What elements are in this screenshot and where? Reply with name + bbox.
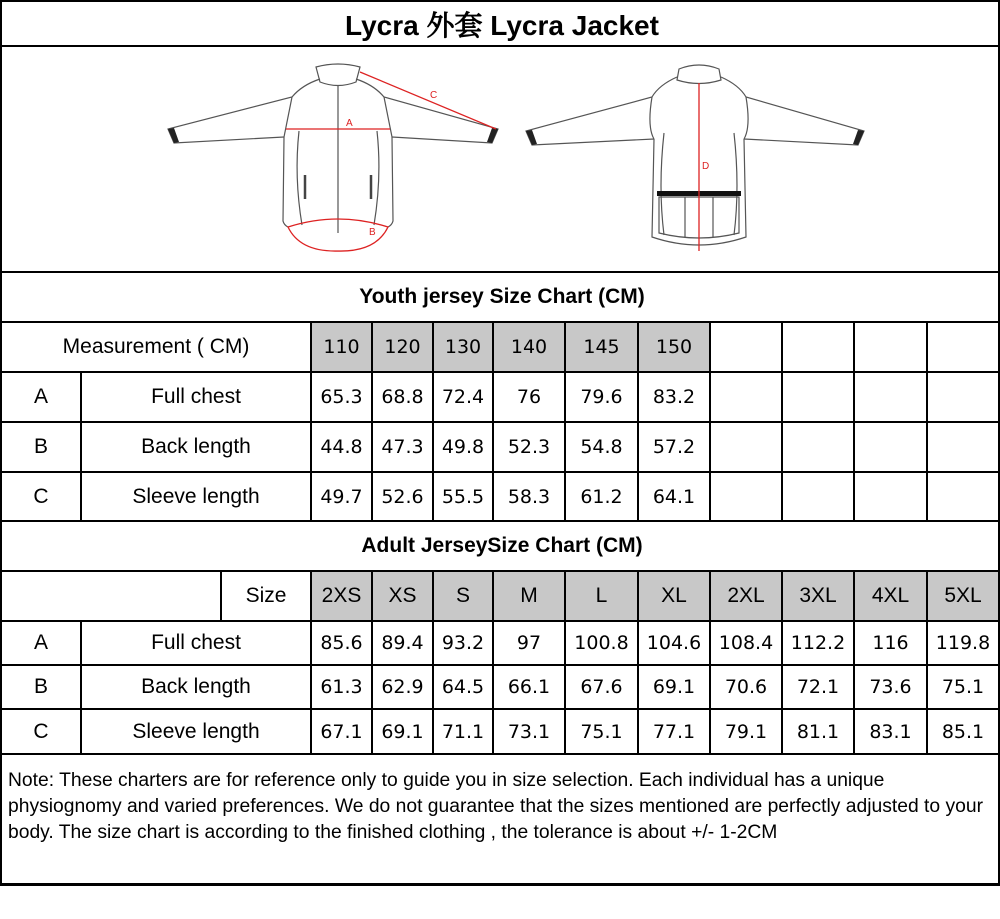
row-name: Sleeve length <box>82 710 312 753</box>
value-cell: 75.1 <box>566 710 639 753</box>
value-cell: 77.1 <box>639 710 711 753</box>
value-cell: 47.3 <box>373 423 434 471</box>
value-cell: 52.3 <box>494 423 566 471</box>
row-code: B <box>2 423 82 471</box>
value-cell: 83.1 <box>855 710 928 753</box>
label-d: D <box>702 161 710 172</box>
back-left-cuff <box>526 130 537 145</box>
adult-size: S <box>434 572 494 620</box>
row-name: Back length <box>82 666 312 708</box>
adult-size: L <box>566 572 639 620</box>
value-cell: 67.1 <box>312 710 373 753</box>
youth-header-row <box>2 323 1000 373</box>
table-row <box>2 473 1000 522</box>
row-code: A <box>2 622 82 664</box>
empty-cell <box>711 423 783 471</box>
empty-cell <box>783 473 855 520</box>
value-cell: 79.6 <box>566 373 639 421</box>
adult-size: 4XL <box>855 572 928 620</box>
value-cell: 52.6 <box>373 473 434 520</box>
empty-cell <box>928 423 998 471</box>
value-cell: 97 <box>494 622 566 664</box>
value-cell: 85.6 <box>312 622 373 664</box>
disclaimer-note: Note: These charters are for reference only to guide you in size selection. Each individual has a unique physiognomy and varied preferences. We do not guarantee that the sizes mentioned are perfectly adjusted to your body. The size chart is according to the finished clothing , the tolerance is about +/- 1-2CM <box>8 770 984 843</box>
front-right-cuff <box>487 128 498 143</box>
label-c: C <box>430 90 438 101</box>
value-cell: 79.1 <box>711 710 783 753</box>
value-cell: 61.3 <box>312 666 373 708</box>
empty-cell <box>783 423 855 471</box>
value-cell: 75.1 <box>941 676 985 698</box>
value-cell: 72.1 <box>783 666 855 708</box>
jacket-diagram <box>2 47 1000 273</box>
value-cell: 49.7 <box>312 473 373 520</box>
value-cell: 67.6 <box>566 666 639 708</box>
table-row <box>2 622 1000 666</box>
adult-size: XS <box>373 572 434 620</box>
adult-size: 2XL <box>711 572 783 620</box>
row-name: Full chest <box>82 622 312 664</box>
empty-cell <box>783 373 855 421</box>
adult-size: 5XL <box>928 572 998 620</box>
measurement-label: Measurement ( CM) <box>2 323 312 371</box>
youth-chart-title: Youth jersey Size Chart (CM) <box>2 273 1000 323</box>
value-cell: 61.2 <box>566 473 639 520</box>
value-cell: 64.1 <box>639 473 711 520</box>
value-cell: 104.6 <box>639 622 711 664</box>
empty-cell <box>855 473 928 520</box>
front-jacket-drawing <box>168 64 498 233</box>
empty-cell <box>928 323 998 371</box>
sleeve-measure-c <box>360 72 496 129</box>
empty-cell <box>855 423 928 471</box>
label-b: B <box>369 227 376 238</box>
value-cell: 73.6 <box>855 666 928 708</box>
empty-cell <box>855 323 928 371</box>
value-cell: 44.8 <box>312 423 373 471</box>
value-cell: 62.9 <box>373 666 434 708</box>
value-cell: 68.8 <box>373 373 434 421</box>
empty-cell <box>783 323 855 371</box>
back-right-cuff <box>853 130 864 145</box>
value-cell: 71.1 <box>434 710 494 753</box>
table-row <box>2 666 1000 710</box>
row-name: Full chest <box>82 373 312 421</box>
empty-cell <box>711 323 783 371</box>
value-cell: 57.2 <box>639 423 711 471</box>
back-jacket-drawing <box>526 65 864 245</box>
value-cell: 85.1 <box>941 720 985 743</box>
table-row <box>2 423 1000 473</box>
youth-size: 110 <box>312 323 373 371</box>
value-cell: 64.5 <box>434 666 494 708</box>
row-code: A <box>2 373 82 421</box>
youth-size: 145 <box>566 323 639 371</box>
youth-size: 130 <box>434 323 494 371</box>
adult-size: 3XL <box>783 572 855 620</box>
value-cell: 81.1 <box>783 710 855 753</box>
value-cell: 55.5 <box>434 473 494 520</box>
value-cell: 119.8 <box>935 632 991 654</box>
value-cell: 116 <box>855 622 928 664</box>
label-a: A <box>346 118 353 129</box>
youth-size: 150 <box>639 323 711 371</box>
jacket-illustration <box>2 47 998 271</box>
value-cell: 76 <box>494 373 566 421</box>
adult-size: M <box>494 572 566 620</box>
adult-header-row <box>2 572 1000 622</box>
adult-size: 2XS <box>312 572 373 620</box>
empty-cell <box>928 373 998 421</box>
size-label: Size <box>222 572 312 620</box>
row-name: Back length <box>82 423 312 471</box>
page-title: Lycra 外套 Lycra Jacket <box>2 2 1000 47</box>
value-cell: 72.4 <box>434 373 494 421</box>
table-row <box>2 710 1000 755</box>
value-cell: 66.1 <box>494 666 566 708</box>
value-cell: 69.1 <box>639 666 711 708</box>
value-cell: 73.1 <box>494 710 566 753</box>
value-cell: 89.4 <box>373 622 434 664</box>
empty-cell <box>711 473 783 520</box>
value-cell: 69.1 <box>373 710 434 753</box>
youth-size: 140 <box>494 323 566 371</box>
empty-cell <box>2 572 222 620</box>
row-code: C <box>2 710 82 753</box>
youth-size: 120 <box>373 323 434 371</box>
front-left-cuff <box>168 128 179 143</box>
adult-chart-title: Adult JerseySize Chart (CM) <box>2 522 1000 572</box>
value-cell: 65.3 <box>312 373 373 421</box>
empty-cell <box>711 373 783 421</box>
table-row <box>2 373 1000 423</box>
empty-cell <box>928 473 998 520</box>
value-cell: 93.2 <box>434 622 494 664</box>
row-code: B <box>2 666 82 708</box>
value-cell: 108.4 <box>711 622 783 664</box>
value-cell: 70.6 <box>711 666 783 708</box>
value-cell: 54.8 <box>566 423 639 471</box>
value-cell: 100.8 <box>566 622 639 664</box>
row-name: Sleeve length <box>82 473 312 520</box>
value-cell: 58.3 <box>494 473 566 520</box>
empty-cell <box>855 373 928 421</box>
value-cell: 83.2 <box>639 373 711 421</box>
row-code: C <box>2 473 82 520</box>
adult-size: XL <box>639 572 711 620</box>
value-cell: 112.2 <box>783 622 855 664</box>
value-cell: 49.8 <box>434 423 494 471</box>
